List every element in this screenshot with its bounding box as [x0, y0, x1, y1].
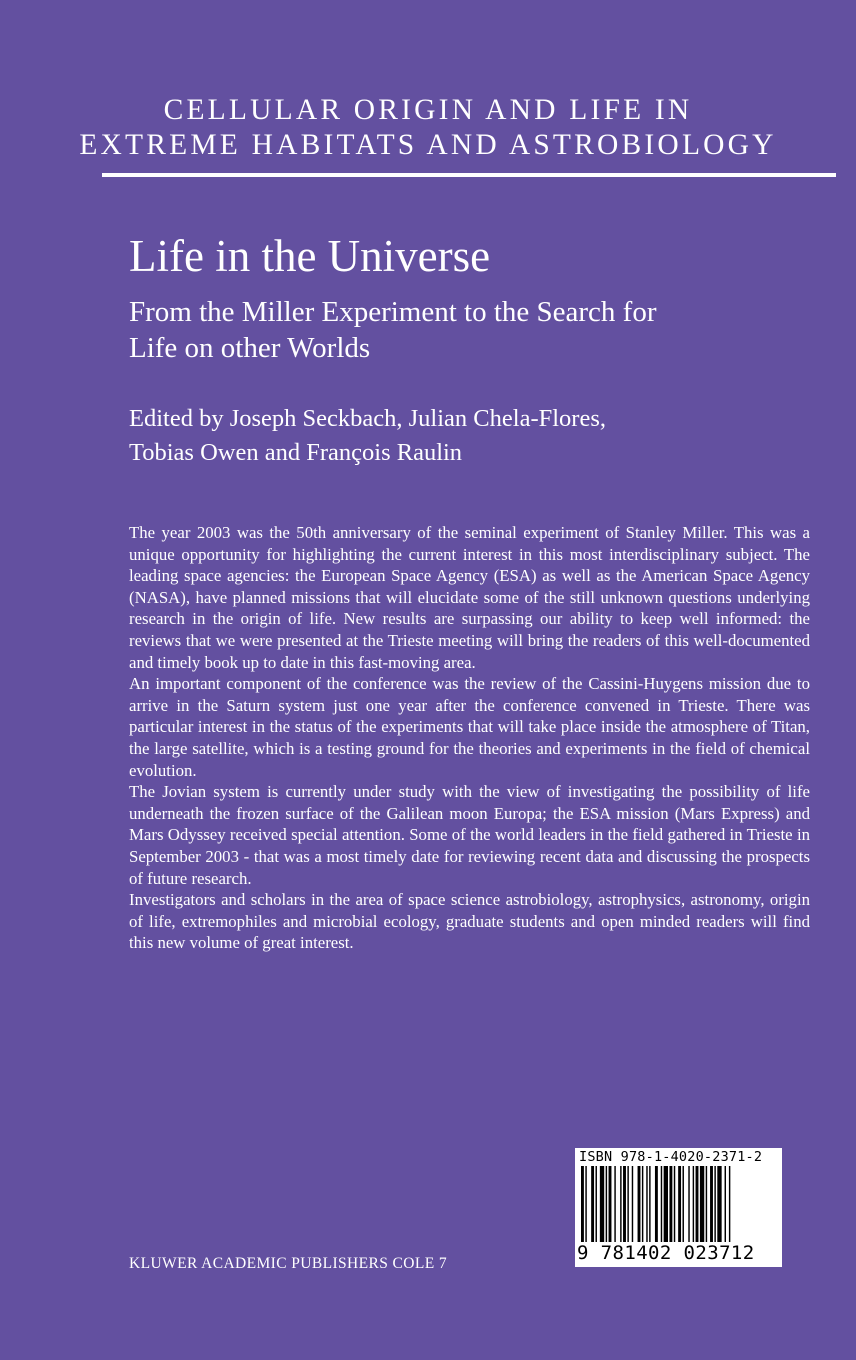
divider-rule [102, 173, 836, 177]
barcode-bar [696, 1166, 699, 1242]
barcode-bar [627, 1166, 628, 1242]
isbn-barcode [575, 1148, 782, 1267]
barcode-bar [669, 1166, 672, 1242]
barcode-bar [661, 1166, 662, 1242]
barcode-bar [638, 1166, 641, 1242]
barcode-bar [609, 1166, 612, 1242]
isbn-number: ISBN 978-1-4020-2371-2 [579, 1149, 763, 1165]
barcode-bar [642, 1166, 643, 1242]
blurb-paragraph: The year 2003 was the 50th anniversary of the seminal experiment of Stanley Miller. This was a unique opportunity for highlighting the current interest in this most interdisciplinary subject. The leading space agencies: the European Space Agency (ESA) as well as the American Space Agency (NASA), have planned missions that will elucidate some of the still unknown questions underlying research in the origin of life. New results are surpassing our ability to keep well informed: the reviews that we were presented at the Trieste meeting will bring the readers of this well-documented and timely book up to date in this fast-moving area. [129, 523, 810, 672]
barcode-bar [591, 1166, 594, 1242]
blurb-paragraph: Investigators and scholars in the area of space science astrobiology, astrophysics, astronomy, origin of life, extremophiles and microbial ecology, graduate students and open minded readers will find this new volume of great interest. [129, 890, 810, 953]
barcode-bar [678, 1166, 681, 1242]
publisher-imprint: KLUWER ACADEMIC PUBLISHERS COLE 7 [129, 1255, 448, 1272]
book-subtitle-line-1: From the Miller Experiment to the Search for [129, 296, 657, 328]
barcode-bar [683, 1166, 684, 1242]
blurb-paragraph: An important component of the conference was the review of the Cassini-Huygens mission due to arrive in the Saturn system just one year after the conference convened in Trieste. There was particular interest in the status of the experiments that will take place inside the atmosphere of Titan, the large satellite, which is a testing ground for the theories and experiments in the field of chemical evolution. [129, 674, 810, 780]
back-cover-blurb [129, 522, 810, 954]
barcode-bar [725, 1166, 726, 1242]
editors-line-2: Tobias Owen and François Raulin [129, 439, 463, 466]
barcode-bar [646, 1166, 647, 1242]
barcode-bar [596, 1166, 597, 1242]
barcode-bar [688, 1166, 689, 1242]
book-subtitle [129, 294, 829, 366]
barcode-bar [706, 1166, 707, 1242]
barcode-bar [585, 1166, 586, 1242]
barcode-bars-icon [575, 1166, 782, 1244]
barcode-bar [620, 1166, 621, 1242]
editors-line-1: Edited by Joseph Seckbach, Julian Chela-Flores, [129, 405, 606, 432]
book-subtitle-line-2: Life on other Worlds [129, 332, 371, 364]
barcode-bar [623, 1166, 626, 1242]
series-title [0, 93, 856, 163]
barcode-bar [674, 1166, 675, 1242]
barcode-bar [600, 1166, 604, 1242]
barcode-bar [664, 1166, 668, 1242]
blurb-paragraph: The Jovian system is currently under study with the view of investigating the possibility of life underneath the frozen surface of the Galilean moon Europa; the ESA mission (Mars Express) and Mars Odyssey received special attention. Some of the world leaders in the field gathered in Trieste in September 2003 - that was a most timely date for reviewing recent data and discussing the prospects of future research. [129, 782, 810, 888]
book-title: Life in the Universe [129, 231, 491, 281]
barcode-bar [729, 1166, 730, 1242]
barcode-bar [693, 1166, 694, 1242]
series-title-line-1: CELLULAR ORIGIN AND LIFE IN [163, 94, 693, 126]
barcode-bar [717, 1166, 721, 1242]
series-title-line-2: EXTREME HABITATS AND ASTROBIOLOGY [79, 129, 777, 161]
barcode-bar [632, 1166, 633, 1242]
barcode-digits: 9 781402 023712 [577, 1242, 755, 1264]
barcode-bar [710, 1166, 713, 1242]
editors [129, 402, 606, 470]
barcode-bar [700, 1166, 704, 1242]
barcode-bar [581, 1166, 584, 1242]
barcode-bar [606, 1166, 607, 1242]
barcode-bar [649, 1166, 650, 1242]
barcode-bar [714, 1166, 715, 1242]
barcode-bar [614, 1166, 615, 1242]
barcode-bar [655, 1166, 658, 1242]
